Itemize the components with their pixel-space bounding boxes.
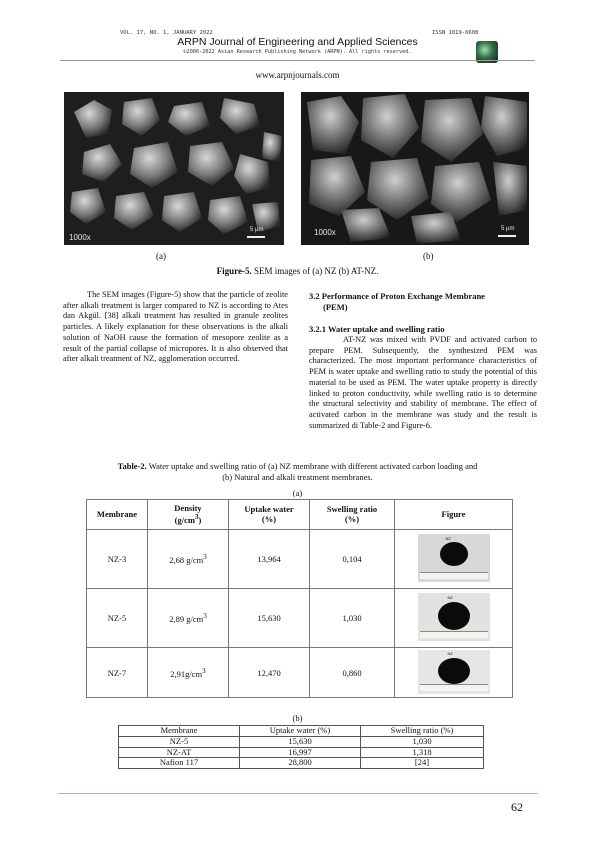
scale-label-a: 5 µm: [250, 227, 264, 233]
b-cell-membrane: NZ-AT: [119, 747, 240, 758]
header-figure: Figure: [395, 500, 513, 530]
sample-label: NZ: [447, 650, 453, 656]
table-row: [87, 589, 513, 648]
cell-uptake: 13,964: [229, 530, 310, 589]
footer-divider: [58, 793, 538, 794]
scale-label-b: 5 µm: [501, 226, 515, 232]
section-title-3-2: [309, 291, 539, 312]
table2-caption: [0, 461, 595, 483]
ruler: [420, 684, 488, 691]
membrane-photo-nz7: [418, 650, 490, 694]
table-row: [119, 736, 484, 747]
ruler: [420, 572, 488, 579]
table-row: [87, 530, 513, 589]
b-cell-swelling: 1,318: [361, 747, 484, 758]
membrane-photo-nz3: [418, 534, 490, 582]
cell-density-sup: 3: [203, 612, 207, 621]
cell-density: [148, 530, 229, 589]
cell-density-value: 2,91g/cm: [170, 668, 203, 679]
b-cell-swelling: [24]: [361, 758, 484, 769]
header-divider: [60, 60, 535, 61]
cell-swelling: 0,104: [310, 530, 395, 589]
table-row: [119, 747, 484, 758]
b-cell-membrane: Nafion 117: [119, 758, 240, 769]
b-header-uptake: Uptake water (%): [240, 726, 361, 737]
figure5-caption: [0, 266, 595, 276]
header-density-3: ): [198, 514, 202, 525]
cell-membrane: NZ-7: [87, 648, 148, 698]
b-header-membrane: Membrane: [119, 726, 240, 737]
scale-bar-b: [498, 235, 516, 237]
header-swelling-1: Swelling ratio: [326, 504, 378, 514]
header-uptake-2: (%): [261, 513, 277, 524]
table2-caption-text-1: Water uptake and swelling ratio of (a) NZ membrane with different activated carbon loading and: [146, 461, 478, 471]
header-swelling: [310, 500, 395, 530]
figure-label-a: (a): [156, 251, 166, 261]
header-density: [148, 500, 229, 530]
table2-part-a: [86, 499, 513, 698]
membrane-sample: [438, 658, 470, 684]
sem-particles-nz: [64, 92, 284, 245]
issn: ISSN 1819-6608: [432, 30, 479, 36]
header-uptake: [229, 500, 310, 530]
table2-caption-line1: [0, 461, 595, 472]
ruler: [420, 631, 488, 638]
magnification-label-a: 1000x: [69, 233, 91, 242]
cell-density: [148, 648, 229, 698]
sem-discussion-text: The SEM images (Figure-5) show that the particle of zeolite after alkali treatment is larger compared to NZ is according to Ates dan Akgül. [38] alkali treatment has resulted in granule zeolites particles. A likely explanation for these observations is the alkali solution of NaOH cause the formation of mesopore zeolite as a result of the partial collapse of micropores. It is also observed that after alkali treatment of NZ, agglomeration occurred.: [63, 290, 288, 364]
table2-part-b-label: (b): [292, 713, 303, 723]
table2-caption-line2: (b) Natural and alkali treatment membranes.: [222, 472, 373, 482]
membrane-photo-nz5: [418, 593, 490, 641]
cell-figure: [395, 648, 513, 698]
sem-particles-at-nz: [301, 92, 529, 245]
cell-uptake: 12,470: [229, 648, 310, 698]
b-cell-membrane: NZ-5: [119, 736, 240, 747]
subsection-title-3-2-1: 3.2.1 Water uptake and swelling ratio: [309, 324, 445, 334]
table2-caption-label: Table-2.: [117, 461, 147, 471]
cell-swelling: 1,030: [310, 589, 395, 648]
table-row: [87, 648, 513, 698]
cell-density-value: 2,68 g/cm: [169, 554, 204, 565]
journal-title: ARPN Journal of Engineering and Applied Sciences: [177, 36, 418, 48]
header-density-1: Density: [174, 502, 202, 513]
cell-density-value: 2,89 g/cm: [169, 613, 204, 624]
cell-figure: [395, 589, 513, 648]
header-uptake-1: Uptake water: [244, 504, 294, 514]
section-title-line2: (PEM): [323, 301, 348, 312]
volume-info: VOL. 17, NO. 1, JANUARY 2022: [120, 30, 213, 36]
cell-uptake: 15,630: [229, 589, 310, 648]
membrane-sample: [440, 542, 468, 566]
sem-image-nz: [64, 92, 284, 245]
membrane-sample: [438, 602, 470, 630]
header-density-2: (g/cm: [174, 514, 195, 525]
water-uptake-text: AT-NZ was mixed with PVDF and activated carbon to prepare PEM. Subsequently, the synthesized PEM was characterized. The most important performance characteristics of PEM is water uptake and swelling ratio to study the potential of this material to be used as PEM. The water uptake property is directly linked to proton conductivity, while swelling ratio is to determine the structural selectivity and stability of membrane. The effect of activated carbon in the membrane was study and the result is summarized di Table-2 and Figure-6.: [309, 335, 537, 430]
table2-part-b: [118, 725, 484, 769]
table-row: [119, 758, 484, 769]
figure5-caption-label: Figure-5.: [216, 266, 252, 276]
left-column-paragraph: [63, 290, 288, 365]
sample-label: NZ: [445, 536, 451, 541]
b-cell-uptake: 28,800: [240, 758, 361, 769]
right-column-paragraph: [309, 335, 537, 431]
cell-figure: [395, 530, 513, 589]
b-cell-uptake: 16,997: [240, 747, 361, 758]
page-number: 62: [511, 800, 523, 814]
figure5-caption-text: SEM images of (a) NZ (b) AT-NZ.: [251, 266, 379, 276]
scale-bar-a: [247, 236, 265, 238]
section-title-line1: 3.2 Performance of Proton Exchange Membrane: [309, 291, 485, 301]
magnification-label-b: 1000x: [314, 228, 336, 237]
b-header-swelling: Swelling ratio (%): [361, 726, 484, 737]
table-header-row: [119, 726, 484, 737]
journal-url: www.arpnjournals.com: [255, 70, 340, 80]
sem-image-at-nz: [301, 92, 529, 245]
b-cell-swelling: 1,030: [361, 736, 484, 747]
cell-membrane: NZ-5: [87, 589, 148, 648]
table2-part-a-label: (a): [292, 488, 303, 498]
sample-label: NZ: [447, 595, 453, 600]
b-cell-uptake: 15,630: [240, 736, 361, 747]
header-swelling-2: (%): [344, 513, 360, 524]
cell-density: [148, 589, 229, 648]
copyright-notice: ©2006-2022 Asian Research Publishing Network (ARPN). All rights reserved.: [183, 49, 412, 55]
header-density-sup: 3: [194, 513, 199, 522]
header-membrane: Membrane: [87, 500, 148, 530]
figure-label-b: (b): [423, 251, 434, 261]
cell-swelling: 0,860: [310, 648, 395, 698]
cell-density-sup: 3: [203, 553, 207, 562]
cell-density-sup: 3: [202, 666, 206, 675]
cell-membrane: NZ-3: [87, 530, 148, 589]
table-header-row: [87, 500, 513, 530]
